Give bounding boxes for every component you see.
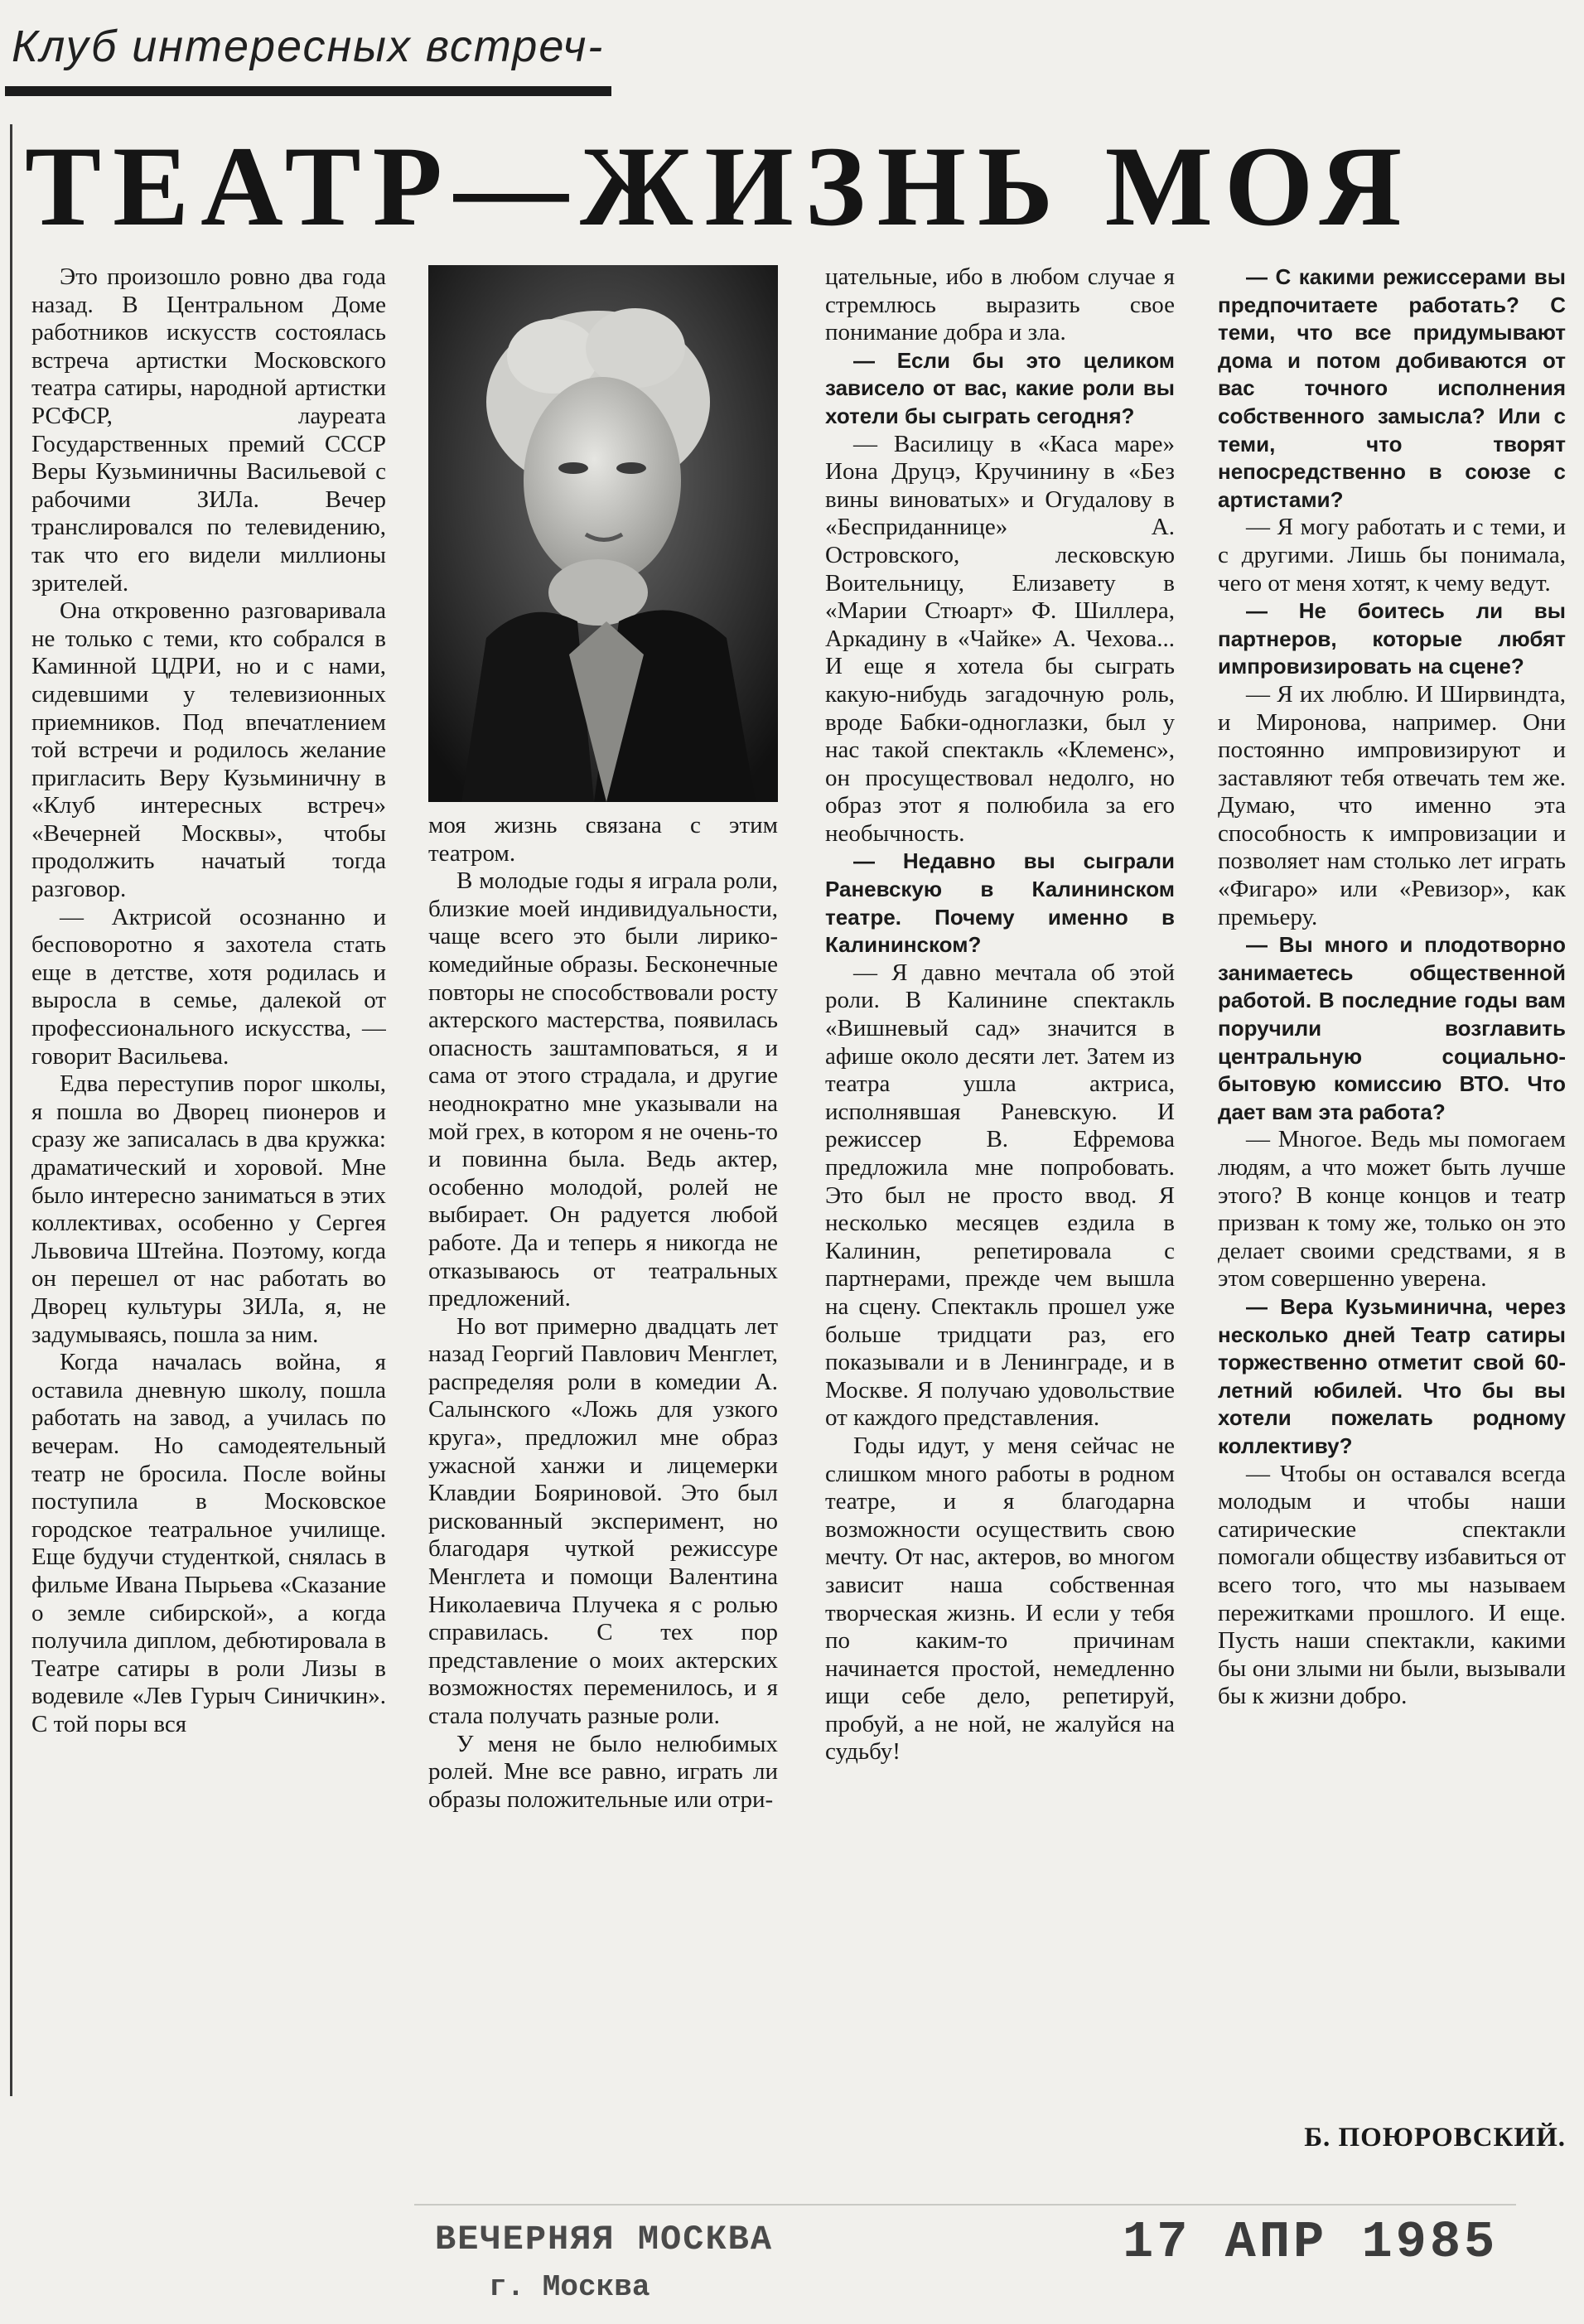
- interview-question: — Если бы это целиком зависело от вас, какие роли вы хотели бы сыграть сегодня?: [825, 347, 1175, 428]
- rubric-rule: [5, 86, 611, 96]
- interview-question: — Вера Кузьминична, через несколько дней Театр сатиры торжественно отметит свой 60-летний юбилей. Что бы вы хотели пожелать родному коллективу?: [1218, 1293, 1566, 1458]
- text-column-2: [428, 812, 778, 2175]
- stamp-city: г. Москва: [489, 2270, 650, 2304]
- interview-question: — С какими режиссерами вы предпочитаете работать? С теми, что все придумывают дома и потом добиваются от вас точного исполнения собственного замысла? Или с теми, что творят непосредственно в союзе с артистами?: [1218, 264, 1566, 512]
- article-paragraph: Едва переступив порог школы, я пошла во Дворец пионеров и сразу же записалась в два кружка: драматический и хоровой. Мне было интересно заниматься в этих коллективах, особенно у Сергея Львовича Штейна. Поэтому, когда он перешел от нас работать во Дворец культуры ЗИЛа, я, не задумываясь, пошла за ним.: [31, 1070, 386, 1348]
- text-column-4: [1218, 263, 1566, 2121]
- article-paragraph: — Я могу работать и с теми, и с другими. Лишь бы понимала, чего от меня хотят, к чему ведут.: [1218, 514, 1566, 597]
- article-paragraph: Она откровенно разговаривала не только с теми, кто собрался в Каминной ЦДРИ, но и с нами, сидевшими у телевизионных приемников. Под впечатлением той встречи и родилось желание пригласить Веру Кузьминичну в «Клуб интересных встреч» «Вечерней Москвы», чтобы продолжить начатый тогда разговор.: [31, 597, 386, 903]
- article-paragraph: — Чтобы он оставался всегда молодым и чтобы наши сатирические спектакли помогали обществу избавиться от всего того, что мы называем пережитками прошлого. И еще. Пусть наши спектакли, какими бы они злыми ни были, вызывали бы к жизни добро.: [1218, 1460, 1566, 1710]
- article-paragraph: У меня не было нелюбимых ролей. Мне все равно, играть ли образы положительные или отри-: [428, 1730, 778, 1813]
- article-paragraph: — Я их люблю. И Ширвиндта, и Миронова, например. Они постоянно импровизируют и заставляют тебя отвечать тем же. Думаю, что именно эта способность к импровизации и позволяет нам столько лет играть «Фигаро» или «Ревизор», как премьеру.: [1218, 680, 1566, 930]
- article-paragraph: — Актрисой осознанно и бесповоротно я захотела стать еще в детстве, хотя родилась и выросла в семье, далекой от профессионального искусства, — говорит Васильева.: [31, 903, 386, 1070]
- article-paragraph: — Василицу в «Каса маре» Иона Друцэ, Кручинину в «Без вины виноватых» и Огудалову в «Бесприданнице» А. Островского, лесковскую Воительницу, Елизавету в «Марии Стюарт» Ф. Шиллера, Аркадину в «Чайке» А. Чехова... И еще я хотела бы сыграть какую-нибудь загадочную роль, вроде Бабки-одноглазки, был у нас такой спектакль «Клеменс», он просуществовал недолго, но образ этот я полюбила за его необычность.: [825, 430, 1175, 847]
- article-paragraph: — Я давно мечтала об этой роли. В Калинине спектакль «Вишневый сад» значится в афише около десяти лет. Затем из театра ушла актриса, исполнявшая Раневскую. И режиссер В. Ефремова предложила мне попробовать. Это был не просто ввод. Я несколько месяцев ездила в Калинин, репетировала с партнерами, прежде чем вышла на сцену. Спектакль прошел уже больше тридцати раз, его показывали и в Ленинграде, и в Москве. Я получаю удовольствие от каждого представления.: [825, 959, 1175, 1432]
- rubric-heading: Клуб интересных встреч-: [12, 22, 605, 71]
- stamp-date: 17 АПР 1985: [1123, 2213, 1499, 2272]
- article-paragraph: Когда началась война, я оставила дневную школу, пошла работать на завод, а училась по вечерам. Но самодеятельный театр не бросила. После войны поступила в Московское городское театральное училище. Еще будучи студенткой, снялась в фильме Ивана Пырьева «Сказание о земле сибирской», а когда получила диплом, дебютировала в Театре сатиры в роли Лизы в водевиле «Лев Гурыч Синичкин». С той поры вся: [31, 1349, 386, 1737]
- interview-question: — Недавно вы сыграли Раневскую в Калининском театре. Почему именно в Калининском?: [825, 848, 1175, 958]
- article-paragraph: Но вот примерно двадцать лет назад Георгий Павлович Менглет, распределяя роли в комедии А. Салынского «Ложь для узкого круга», предложил мне образ ужасной ханжи и лицемерки Клавдии Бояриновой. Это был рискованный эксперимент, но благодаря чуткой режиссуре Менглета и помощи Валентина Николаевича Плучека я с ролью справилась. С тех пор представление о моих актерских возможностях переменилось, и я стала получать разные роли.: [428, 1312, 778, 1729]
- article-paragraph: — Многое. Ведь мы помогаем людям, а что может быть лучше этого? В конце концов и театр призван к тому же, только он это делает своими средствами, я в этом совершенно уверена.: [1218, 1126, 1566, 1292]
- stamp-newspaper-name: ВЕЧЕРНЯЯ МОСКВА: [435, 2220, 774, 2259]
- portrait-illustration: [428, 265, 778, 802]
- interview-question: — Вы много и плодотворно занимаетесь общественной работой. В последние годы вам поручили возглавить центральную социально-бытовую комиссию ВТО. Что дает вам эта работа?: [1218, 932, 1566, 1124]
- article-paragraph: моя жизнь связана с этим театром.: [428, 812, 778, 867]
- article-paragraph: В молодые годы я играла роли, близкие моей индивидуальности, чаще всего это были лирико-комедийные образы. Бесконечные повторы не способствовали росту актерского мастерства, появилась опасность заштамповаться, я и сама от этого страдала, и другие неоднократно мне указывали на мой грех, в котором я не очень-то и повинна была. Ведь актер, особенно молодой, ролей не выбирает. Он радуется любой работе. Да и теперь я никогда не отказываюсь от театральных предложений.: [428, 867, 778, 1312]
- author-signature: Б. ПОЮРОВСКИЙ.: [1304, 2123, 1566, 2152]
- article-paragraph: Это произошло ровно два года назад. В Центральном Доме работников искусств состоялась встреча артистки Московского театра сатиры, народной артистки РСФСР, лауреата Государственных премий СССР Веры Кузьминичны Васильевой с рабочими ЗИЛа. Вечер транслировался по телевидению, так что его видели миллионы зрителей.: [31, 263, 386, 597]
- text-column-1: [31, 263, 386, 2173]
- interview-question: — Не боитесь ли вы партнеров, которые любят импровизировать на сцене?: [1218, 598, 1566, 679]
- article-paragraph: цательные, ибо в любом случае я стремлюсь выразить свое понимание добра и зла.: [825, 263, 1175, 346]
- text-column-3: [825, 263, 1175, 2173]
- article-headline: ТЕАТР—ЖИЗНЬ МОЯ: [25, 123, 1414, 249]
- left-column-rule: [10, 124, 12, 2096]
- article-paragraph: Годы идут, у меня сейчас не слишком много работы в родном театре, и я благодарна возможности осуществить свою мечту. От нас, актеров, во многом зависит наша собственная творческая жизнь. И если у тебя по каким-то причинам начинается простой, немедленно ищи себе дело, репетируй, пробуй, а не ной, не жалуйся на судьбу!: [825, 1432, 1175, 1766]
- portrait-photo: [428, 265, 778, 802]
